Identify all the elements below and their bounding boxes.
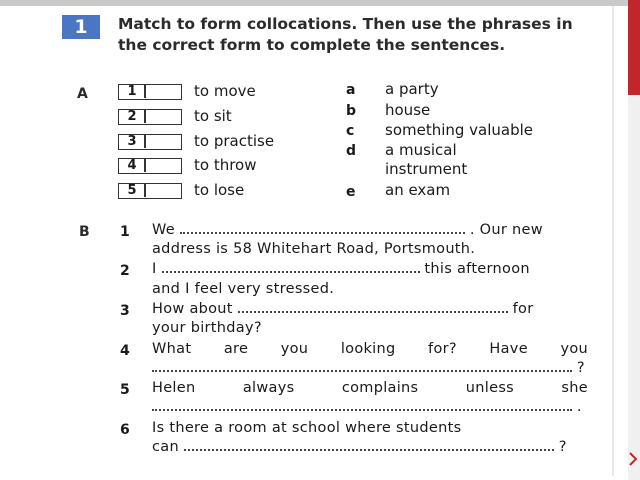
sentence-number: 4 xyxy=(120,343,130,359)
answer-blank[interactable] xyxy=(152,360,572,372)
verb-text: to practise xyxy=(194,132,275,150)
section-a-label: A xyxy=(77,86,88,102)
sentence-line: Helen always complains unless she xyxy=(152,380,588,396)
sentence-line: address is 58 Whitehart Road, Portsmouth. xyxy=(152,241,476,257)
option-text: an exam xyxy=(385,181,451,199)
option-letter: e xyxy=(346,184,356,200)
verb-text: to throw xyxy=(194,156,257,174)
option-text: house xyxy=(385,101,431,119)
sentence-line: can ? xyxy=(152,439,567,455)
answer-box[interactable]: 1 xyxy=(118,84,182,100)
verb-text: to move xyxy=(194,82,256,100)
sentence-number: 1 xyxy=(120,224,130,240)
sentence-line: and I feel very stressed. xyxy=(152,281,335,297)
answer-blank[interactable] xyxy=(184,439,554,451)
answer-blank[interactable] xyxy=(152,399,572,411)
answer-box[interactable]: 3 xyxy=(118,134,182,150)
sentence-line: . xyxy=(152,399,582,415)
verb-text: to lose xyxy=(194,181,245,199)
verb-text: to sit xyxy=(194,107,232,125)
option-letter: d xyxy=(346,143,357,159)
sentence-number: 6 xyxy=(120,422,130,438)
option-letter: c xyxy=(346,123,355,139)
sentence-number: 2 xyxy=(120,263,130,279)
answer-box[interactable]: 4 xyxy=(118,158,182,174)
sentence-number: 3 xyxy=(120,303,130,319)
exercise-number: 1 xyxy=(62,15,100,39)
answer-box[interactable]: 5 xyxy=(118,183,182,199)
sentence-number: 5 xyxy=(120,382,130,398)
answer-blank[interactable] xyxy=(162,261,420,273)
option-text: a party xyxy=(385,80,439,98)
exercise-instruction: Match to form collocations. Then use the phrases in the correct form to complete the sentences. xyxy=(118,15,573,54)
sentence-line: ? xyxy=(152,360,585,376)
sentence-line: Is there a room at school where students xyxy=(152,420,462,436)
answer-box[interactable]: 2 xyxy=(118,109,182,125)
answer-blank[interactable] xyxy=(238,301,508,313)
sentence-line: What are you looking for? Have you xyxy=(152,341,588,357)
section-b-label: B xyxy=(79,224,90,240)
sentence-line: How about for xyxy=(152,301,534,317)
option-text: something valuable xyxy=(385,121,534,139)
sentence-line: your birthday? xyxy=(152,320,262,336)
answer-blank[interactable] xyxy=(180,222,465,234)
option-letter: b xyxy=(346,103,357,119)
option-text: a musical instrument xyxy=(385,141,468,178)
sentence-line: I this afternoon xyxy=(152,261,530,277)
option-letter: a xyxy=(346,82,356,98)
sentence-line: We . Our new xyxy=(152,222,543,238)
